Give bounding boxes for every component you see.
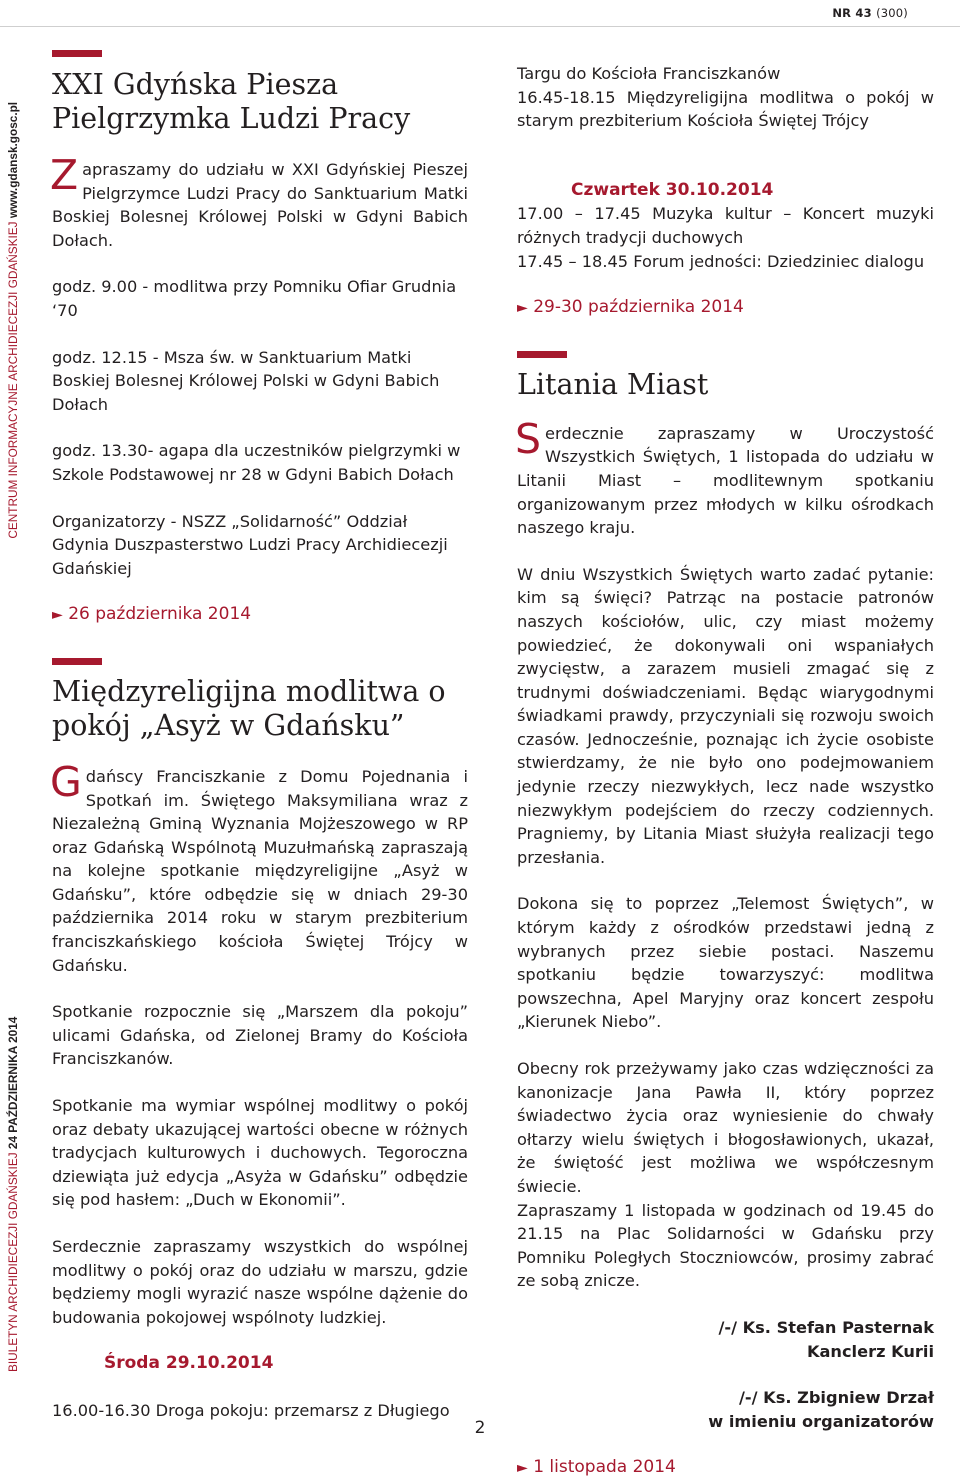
day-heading-wednesday: Środa 29.10.2014: [104, 1353, 274, 1374]
page-number: 2: [474, 1418, 486, 1438]
article-title-assisi: Międzyreligijna modlitwa o pokój „Asyż w Gdańsku”: [52, 674, 446, 742]
issue-number: [832, 6, 908, 20]
spine-publication: BIULETYN ARCHIDIECEZJI GDAŃSKIEJ: [6, 1152, 20, 1372]
dropcap-g: G: [50, 757, 82, 806]
issue-label: NR 43: [832, 6, 872, 20]
assisi-paragraph-1-text: dańscy Franciszkanie z Domu Pojednania i Spotkań im. Świętego Maksymiliana wraz z Niezależną Gminą Wyznania Mojżeszowego w RP oraz Gdańską Wspólnotą Muzułmańską zapraszają na kolejne spotkanie międzyreligijne „Asyż w Gdańsku”, które odbędzie się w dniach 29-30 października 2014 roku w starym prezbiterium franciszkańskiego kościoła Świętej Trójcy w Gdańsku.: [52, 766, 468, 975]
thursday-item-1: 17.00 – 17.45 Muzyka kultur – Koncert muzyki różnych tradycji duchowych: [517, 204, 934, 247]
signature-1-role: Kanclerz Kurii: [806, 1341, 934, 1361]
litany-paragraph-2: W dniu Wszystkich Świętych warto zadać pytanie: kim są święci? Patrząc na postacie patronów naszych kościołów, ulic, czy miast możemy powiedzieć, że dokonywali oni wspaniałych zwycięstw, a zarazem musieli zmagać się z trudnymi doświadczeniami. Będąc wiarygodnymi świadkami prawdy, przyczyniali się rozwoju swoich czasów. Jednocześnie, poznając ich życie osobiste stwierdzamy, że nie było ono podejmowaniem jedynie rzeczy niezwykłych, lecz nade wszystko niezwykłym podejściem do rzeczy codziennych. Pragniemy, by Litania Miast służyła realizacji tego przesłania.: [517, 564, 934, 867]
organizers: Organizatorzy - NSZZ „Solidarność” Oddział Gdynia Duszpasterstwo Ludzi Pracy Archidiecezji Gdańskiej: [52, 511, 448, 578]
spine-url: www.gdansk.gosc.pl: [6, 101, 20, 219]
assisi-paragraph-2: Spotkanie rozpocznie się „Marszem dla pokoju” ulicami Gdańska, od Zielonej Bramy do Kościoła Franciszkanów.: [52, 1002, 468, 1069]
signature-2-role: w imieniu organizatorów: [708, 1411, 934, 1431]
litany-paragraph-5: Zapraszamy 1 listopada w godzinach od 19.45 do 21.15 na Plac Solidarności w Gdańsku przy Pomniku Poległych Stoczniowców, prosimy zabrać ze sobą znicze.: [517, 1200, 934, 1291]
pilgrimage-intro-text: apraszamy do udziału w XXI Gdyńskiej Pieszej Pielgrzymce Ludzi Pracy do Sanktuarium Matki Boskiej Bolesnej Królowej Polski w Gdyni Babich Dołach.: [52, 160, 468, 250]
signature-1-name: /-/ Ks. Stefan Pasternak: [718, 1317, 934, 1337]
date-marker-1: ► 26 października 2014: [52, 604, 252, 625]
date-marker-3: ► 1 listopada 2014: [517, 1457, 676, 1478]
wednesday-continued-1: Targu do Kościoła Franciszkanów: [517, 64, 781, 83]
date-marker-3-text: 1 listopada 2014: [533, 1457, 676, 1478]
issue-count: (300): [876, 6, 908, 20]
assisi-paragraph-1: [50, 757, 468, 977]
title-accent-bar: [52, 658, 102, 665]
assisi-paragraph-4: Serdecznie zapraszamy wszystkich do wspólnej modlitwy o pokój oraz do udziału w marszu, gdzie będziemy mogli wyrazić nasze wspólne dążenie do budowania pokojowej wspólnoty ludzkiej.: [52, 1237, 468, 1327]
signature-2-name: /-/ Ks. Zbigniew Drzał: [738, 1388, 934, 1408]
date-marker-2: ► 29-30 października 2014: [517, 297, 744, 318]
article-title-pilgrimage: XXI Gdyńska Piesza Pielgrzymka Ludzi Pracy: [52, 68, 411, 135]
dropcap-z: Z: [50, 151, 79, 199]
title-accent-bar: [517, 351, 567, 358]
thursday-item-2: 17.45 – 18.45 Forum jedności: Dziedziniec dialogu: [517, 251, 925, 271]
day-heading-thursday: Czwartek 30.10.2014: [571, 179, 774, 200]
spine-center: CENTRUM INFORMACYJNE ARCHIDIECEZJI GDAŃSKIEJ: [6, 221, 20, 539]
left-column: [52, 48, 468, 1423]
schedule-item-2: godz. 12.15 - Msza św. w Sanktuarium Matki Boskiej Bolesnej Królowej Polski w Gdyni Babich Dołach: [52, 347, 440, 414]
header-rule: [0, 26, 960, 27]
schedule-item-1: godz. 9.00 - modlitwa przy Pomniku Ofiar Grudnia ‘70: [52, 277, 457, 320]
pilgrimage-intro: [50, 151, 468, 252]
spine-text: [2, 52, 24, 1372]
right-column: [517, 62, 934, 1481]
date-marker-1-text: 26 października 2014: [68, 604, 252, 625]
schedule-item-3: godz. 13.30- agapa dla uczestników pielgrzymki w Szkole Podstawowej nr 28 w Gdyni Babich Dołach: [52, 441, 461, 484]
wednesday-continued-2: 16.45-18.15 Międzyreligijna modlitwa o pokój w starym prezbiterium Kościoła Świętej Trójcy: [517, 87, 934, 131]
litany-paragraph-3: Dokona się to poprzez „Telemost Świętych”, w którym każdy z ośrodków przedstawi jedną z wybranych przez siebie postaci. Naszemu spotkaniu będzie towarzyszyć: modlitwa powszechna, Apel Maryjny oraz koncert zespołu „Kierunek Niebo”.: [517, 894, 934, 1032]
date-marker-2-text: 29-30 października 2014: [533, 297, 744, 318]
litany-paragraph-1: [515, 414, 934, 540]
spine-date: 24 PAŹDZIERNIKA 2014: [6, 1016, 20, 1150]
litany-paragraph-4: Obecny rok przeżywamy jako czas wdzięczności za kanonizacje Jana Pawła II, który poprzez świadectwo życia oraz wyniesienie do chwały ołtarzy wielu świętych i błogosławionych, ukazał, że świętość jest możliwa we współczesnym świecie.: [517, 1059, 934, 1196]
wednesday-item: 16.00-16.30 Droga pokoju: przemarsz z Długiego: [52, 1400, 450, 1420]
article-title-litany: Litania Miast: [517, 367, 709, 401]
assisi-paragraph-3: Spotkanie ma wymiar wspólnej modlitwy o pokój oraz debaty ukazującej wartości obecne w różnych tradycjach kulturowych i duchowych. Tegoroczna dziewiąta już edycja „Asyża w Gdańsku” odbędzie się pod hasłem: „Duch w Ekonomii”.: [52, 1096, 468, 1210]
litany-paragraph-1-text: erdecznie zapraszamy w Uroczystość Wszystkich Świętych, 1 listopada do udziału w Litanii Miast – modlitewnym spotkaniu organizowanym przez młodych w kilku ośrodkach naszego kraju.: [517, 423, 934, 538]
dropcap-s: S: [515, 414, 542, 463]
